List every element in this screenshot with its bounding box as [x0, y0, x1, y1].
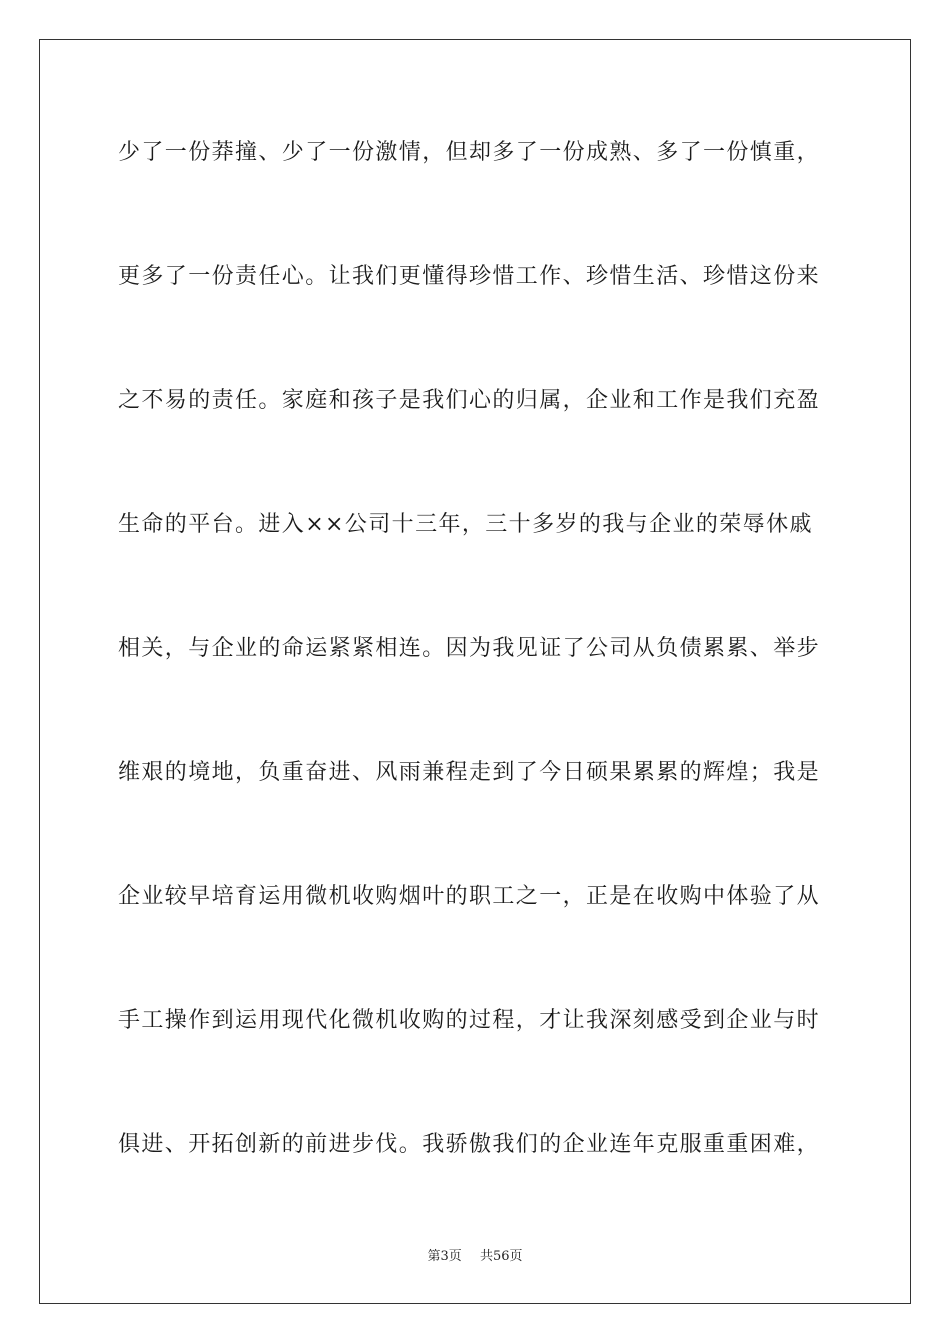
text-line-6: 维艰的境地，负重奋进、风雨兼程走到了今日硕果累累的辉煌；我是: [118, 760, 821, 785]
text-line-5: 相关，与企业的命运紧紧相连。因为我见证了公司从负债累累、举步: [118, 636, 821, 661]
text-line-9: 俱进、开拓创新的前进步伐。我骄傲我们的企业连年克服重重困难，: [118, 1132, 821, 1157]
total-pages-label: 共56页: [479, 1249, 523, 1264]
text-line-4: 生命的平台。进入××公司十三年，三十多岁的我与企业的荣辱休戚: [118, 512, 813, 537]
text-line-1: 少了一份莽撞、少了一份激情，但却多了一份成熟、多了一份慎重，: [118, 140, 821, 165]
page-footer: [0, 1247, 950, 1267]
text-line-7: 企业较早培育运用微机收购烟叶的职工之一，正是在收购中体验了从: [118, 884, 821, 909]
document-body: [118, 128, 834, 1244]
text-line-8: 手工操作到运用现代化微机收购的过程，才让我深刻感受到企业与时: [118, 1008, 821, 1033]
text-line-3: 之不易的责任。家庭和孩子是我们心的归属，企业和工作是我们充盈: [118, 388, 821, 413]
text-line-2: 更多了一份责任心。让我们更懂得珍惜工作、珍惜生活、珍惜这份来: [118, 264, 821, 289]
current-page-label: 第3页: [427, 1249, 462, 1264]
